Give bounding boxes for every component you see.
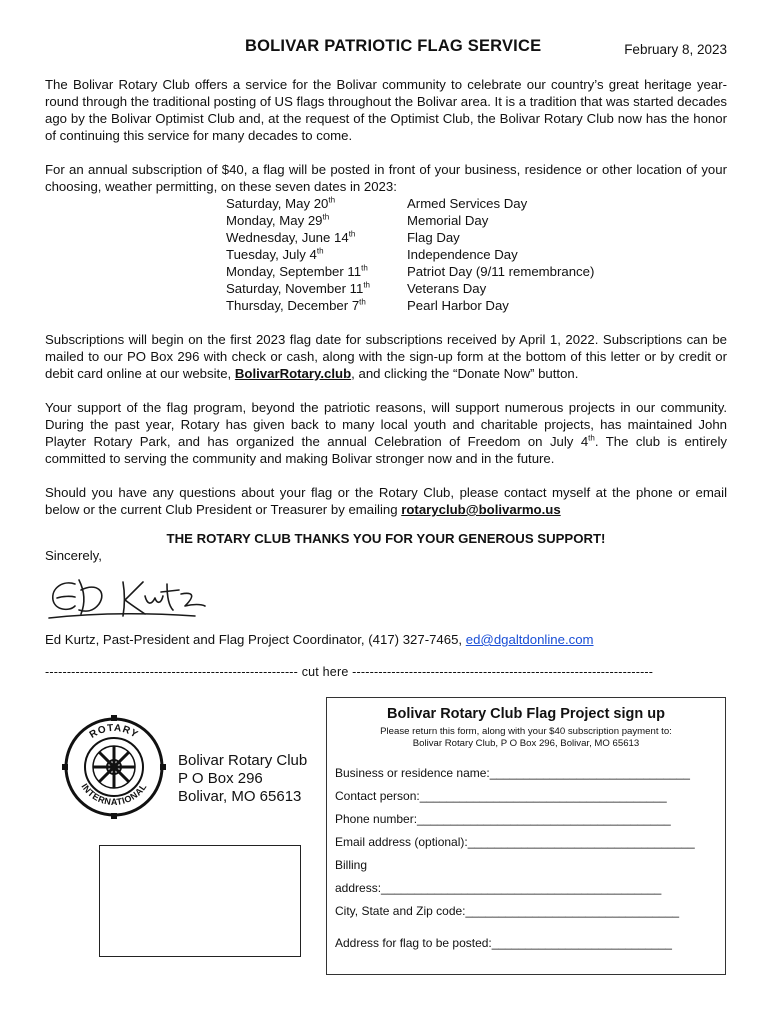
schedule-date: Monday, May 29th [226, 212, 330, 228]
svg-text:INTERNATIONAL: INTERNATIONAL [79, 781, 149, 807]
phone-field[interactable]: Phone number:______________________________________ [335, 812, 671, 826]
business-name-field[interactable]: Business or residence name:______________________________ [335, 766, 690, 780]
website-link[interactable]: BolivarRotary.club [234, 366, 352, 381]
schedule-date: Monday, September 11th [226, 263, 368, 279]
thanks-line: THE ROTARY CLUB THANKS YOU FOR YOUR GENEROUS SUPPORT! [166, 531, 606, 546]
schedule-date: Tuesday, July 4th [226, 246, 324, 262]
billing-address-field[interactable]: address:__________________________________________ [335, 881, 662, 895]
signature [45, 570, 727, 628]
contact-paragraph: Should you have any questions about your flag or the Rotary Club, please contact myself at the phone or email below or the current Club President or Treasurer by emailing rotaryclub@bolivarmo.us [45, 485, 727, 517]
mailing-label-box [99, 845, 301, 957]
mailing-address [178, 752, 307, 806]
schedule-event: Independence Day [407, 247, 518, 262]
schedule-date: Saturday, May 20th [226, 195, 336, 211]
schedule-event: Pearl Harbor Day [407, 298, 509, 313]
schedule-row [226, 297, 727, 314]
schedule-event: Memorial Day [407, 213, 489, 228]
header-row [45, 38, 727, 62]
coordinator-email-link[interactable]: ed@dgaltdonline.com [465, 632, 594, 647]
address-line-2: P O Box 296 [178, 770, 263, 787]
subscription-paragraph: For an annual subscription of $40, a flag will be posted in front of your business, residence or other location of your choosing, weather permitting, on these seven dates in 2023: [45, 162, 727, 194]
page-title: BOLIVAR PATRIOTIC FLAG SERVICE [245, 37, 542, 55]
schedule-row [226, 229, 727, 246]
schedule-row [226, 280, 727, 297]
contact-person-field[interactable]: Contact person:_____________________________________ [335, 789, 667, 803]
email-field[interactable]: Email address (optional):__________________________________ [335, 835, 695, 849]
schedule-event: Flag Day [407, 230, 460, 245]
schedule-row [226, 263, 727, 280]
rotary-seal [62, 715, 166, 823]
letter-date: February 8, 2023 [624, 42, 727, 57]
mailing-paragraph: Subscriptions will begin on the first 2023 flag date for subscriptions received by April 1, 2022. Subscriptions can be mailed to our PO Box 296 with check or cash, along with the sign-up form at the bottom of this letter or by credit or debit card online at our website, BolivarRotary.club, and clicking the “Donate Now” button. [45, 332, 727, 381]
schedule-event: Patriot Day (9/11 remembrance) [407, 264, 595, 279]
schedule-event: Armed Services Day [407, 196, 528, 211]
club-email-link[interactable]: rotaryclub@bolivarmo.us [401, 502, 561, 517]
signup-form [326, 697, 726, 975]
support-paragraph: Your support of the flag program, beyond the patriotic reasons, will support numerous projects in our community. During the past year, Rotary has given back to many local youth and charitable projects, has maintained John Playter Rotary Park, and has organized the annual Celebration of Freedom on July 4th. The club is entirely committed to serving the community and making Bolivar stronger now and in the future. [45, 400, 727, 466]
signer-line: Ed Kurtz, Past-President and Flag Project Coordinator, (417) 327-7465, ed@dgaltdonline.com [45, 632, 594, 647]
form-fields [335, 766, 725, 959]
billing-label: Billing [335, 858, 368, 872]
signature-image [45, 570, 215, 628]
svg-text:ROTARY: ROTARY [87, 722, 141, 741]
cut-line: ---------------------------------------------------------- cut here --------------------------------------------------------------------- [45, 665, 654, 679]
address-name: Bolivar Rotary Club [178, 752, 308, 769]
address-line-3: Bolivar, MO 65613 [178, 788, 302, 805]
form-instructions: Please return this form, along with your $40 subscription payment to: Bolivar Rotary Club, P O Box 296, Bolivar, MO 65613 [380, 726, 672, 749]
flag-schedule [226, 195, 727, 314]
letter [45, 38, 727, 681]
schedule-row [226, 246, 727, 263]
city-state-zip-field[interactable]: City, State and Zip code:________________________________ [335, 904, 680, 918]
schedule-event: Veterans Day [407, 281, 487, 296]
schedule-row [226, 195, 727, 212]
flag-address-field[interactable]: Address for flag to be posted:___________________________ [335, 936, 672, 950]
rotary-wheel-icon [62, 715, 166, 819]
signup-section [45, 695, 727, 985]
sincerely: Sincerely, [45, 548, 102, 563]
schedule-date: Thursday, December 7th [226, 297, 366, 313]
form-title: Bolivar Rotary Club Flag Project sign up [387, 706, 665, 722]
intro-paragraph: The Bolivar Rotary Club offers a service for the Bolivar community to celebrate our country’s great heritage year-round through the traditional posting of US flags throughout the Bolivar area. It is a tradition that was started decades ago by the Bolivar Optimist Club and, at the request of the Optimist Club, the Bolivar Rotary Club now has the honor of continuing this service for many decades to come. [45, 77, 727, 143]
schedule-row [226, 212, 727, 229]
schedule-date: Saturday, November 11th [226, 280, 370, 296]
schedule-date: Wednesday, June 14th [226, 229, 356, 245]
